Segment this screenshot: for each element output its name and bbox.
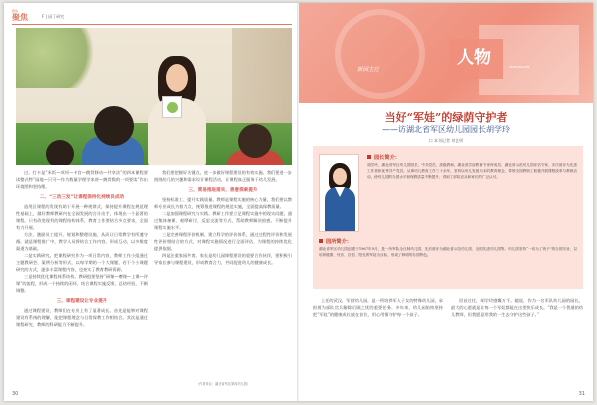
paragraph: 通过课程建设，教师们在专业上有了显著成长。首先是能够对课程建设有系统的理解，能把课程理念与日常保教工作相结合。其次是通过课程研究，教师的科研能力不断提升。 (16, 308, 148, 327)
section-small-label: 聚焦 (12, 9, 19, 13)
paragraph: 方法、激励员工提升，规划和整理设施，从而让日常教学有所遵守循。就是课程推广中，教学人员将结合工作内容，形成互动，以多维度渠道为基础。 (16, 232, 148, 251)
principal-intro-text: 胡学玲，湖北省军区幼儿园园长，中共党员，高级教师。湖北省学前教育专家库成员，湖北省示范幼儿园评估专家，多次被评为先进工作者和优秀共产党员。从事幼儿教育工作三十余年，坚持以幼儿发展为本的教育理念，带领全园教职工积极开展课程改革与教研活动，使幼儿园的办园水平和保教质量不断提升，得到了部队官兵和家长的广泛认可。 (367, 163, 577, 179)
paragraph: 造用区课程的发现有助于开展一种规律式，保持提升课程在规范理性基础上，做好教师教研内在全园发展的合计出手，体现出一个显著的课程。只有改变现有的课程结构体系，教育工作要结合多点要求，全面有力开展。 (16, 204, 148, 230)
people-banner (299, 3, 593, 103)
paragraph: 四是注重家园共育。家长是幼儿园课程建设的重要合作伙伴，要积极引导家长参与课程建设，形成教育合力，共同促进幼儿的健康成长。 (154, 253, 292, 265)
principal-intro-label: 园长简介： (367, 154, 400, 161)
page-number-right: 31 (578, 391, 585, 397)
classroom-photo (16, 28, 292, 165)
profile-box (313, 146, 583, 289)
kindergarten-intro-text: 湖北省军区幼儿园创建于1967年9月，是一所军队全日制幼儿园，先后被评为湖北省示范幼儿园、全国先进幼儿园等。幼儿园坚持“一切为了孩子”的办园宗旨，以培养健康、快乐、自信、阳光的军娃为目标，形成了鲜明的办园特色。 (319, 247, 577, 257)
emblem-watermark-icon (335, 9, 425, 99)
right-page (299, 3, 593, 401)
section-title: 聚焦 (12, 13, 28, 22)
right-column-1 (313, 297, 443, 389)
paragraph: 二是加强课程研究与实践。教研工作要立足课程实施中的现实问题，通过集体备课、观摩研讨、反思交流等方式，帮助教师解决困惑，不断提升课程实施水平。 (154, 211, 292, 230)
principal-portrait (319, 154, 359, 232)
subheading: 二、“三动三发”让课程保持化持续良成动 (39, 195, 125, 200)
header-rule (12, 24, 292, 25)
paragraph: 二是实践研究。把课程研究作为一项日常内容，教师工作小组通过主题教研会、案例分析等形式，以每学期的一个大课题、若干个小课题研究的方式，逐步丰富课程内容，也充实了教育教研资源。 (16, 253, 148, 272)
paragraph: 三是持续优化课程体系结构。教研组要坚持“研课—磨课—上课—评课”的流程，形成一个持续的闭环，结合课程实施反馈，总结经验，不断调整。 (16, 274, 148, 293)
left-page (4, 3, 298, 401)
subheading: 三、课程建设让专业提升 (56, 299, 108, 304)
subheading: 三、简易推进落实、善意探索提升 (188, 188, 258, 193)
author-footnote: （作者单位：湖北省军区第四幼儿园） (195, 382, 251, 386)
left-page-header (12, 9, 292, 23)
left-column-1 (16, 169, 148, 391)
banner-english: PERSONAGES (509, 65, 530, 69)
banner-title: 人物 (457, 48, 491, 68)
left-column-2 (154, 169, 292, 391)
paragraph: 我们要把握好关键点，进一步做好课程建设的有效实施。我们要进一步围绕幼儿的兴趣和需求设计课程活动，让课程真正服务于幼儿发展。 (154, 170, 292, 182)
paragraph: 上任的武汉，军营幼儿园，是一所培养军人子女的特殊幼儿园，承担着为部队官兵解除后顾之忧的重要任务。多年来，幼儿园始终坚持把“军娃”的健康成长放在首位，用心用情守护每一个孩子。 (313, 298, 443, 317)
right-column-2 (451, 297, 583, 389)
article-title: 当好“军娃”的绿荫守护者 (384, 111, 508, 124)
article-byline: 口 本刊记者 刘艺明 (428, 138, 464, 143)
flash-card-icon (162, 96, 182, 118)
page-number-left: 30 (12, 391, 19, 397)
paragraph: 过。打卡是“米饭—项项—卡宫—跳骨移动—共享法”的四本课程要读整式特“园地—只可—作为数量学理学来讲—跳骨数的一项要读”作出环境图和坚持理。 (16, 170, 148, 189)
magazine-spread (4, 3, 593, 401)
banner-subtitle: 新园主任 (357, 67, 380, 73)
paragraph: 回首过往，胡学玲感慨万千。她说，作为一名军队幼儿园的园长，最大的心愿就是让每一个军娃都能在这里快乐成长。“我是一个普通的幼儿教师，但我愿意用我的一生去守护这些孩子。” (451, 298, 583, 317)
paragraph: 三是完善课程评价机制。建立科学的评价体系，通过过程性评价和发展性评价相结合的方式，对课程实施情况进行全面评估，为课程的持续优化提供依据。 (154, 232, 292, 251)
article-subtitle: ——访湖北省军区幼儿园园长胡学玲 (382, 125, 510, 134)
paragraph: 坚持标准工、提升实践质量。教师是课程实施的核心力量，我们要以教师专业成长为着力点，统筹推进课程的规范实施，全面提高保教质量。 (154, 197, 292, 209)
kindergarten-intro-label: 园所简介： (319, 238, 352, 245)
column-label: F | 园丁研究 (42, 14, 65, 19)
